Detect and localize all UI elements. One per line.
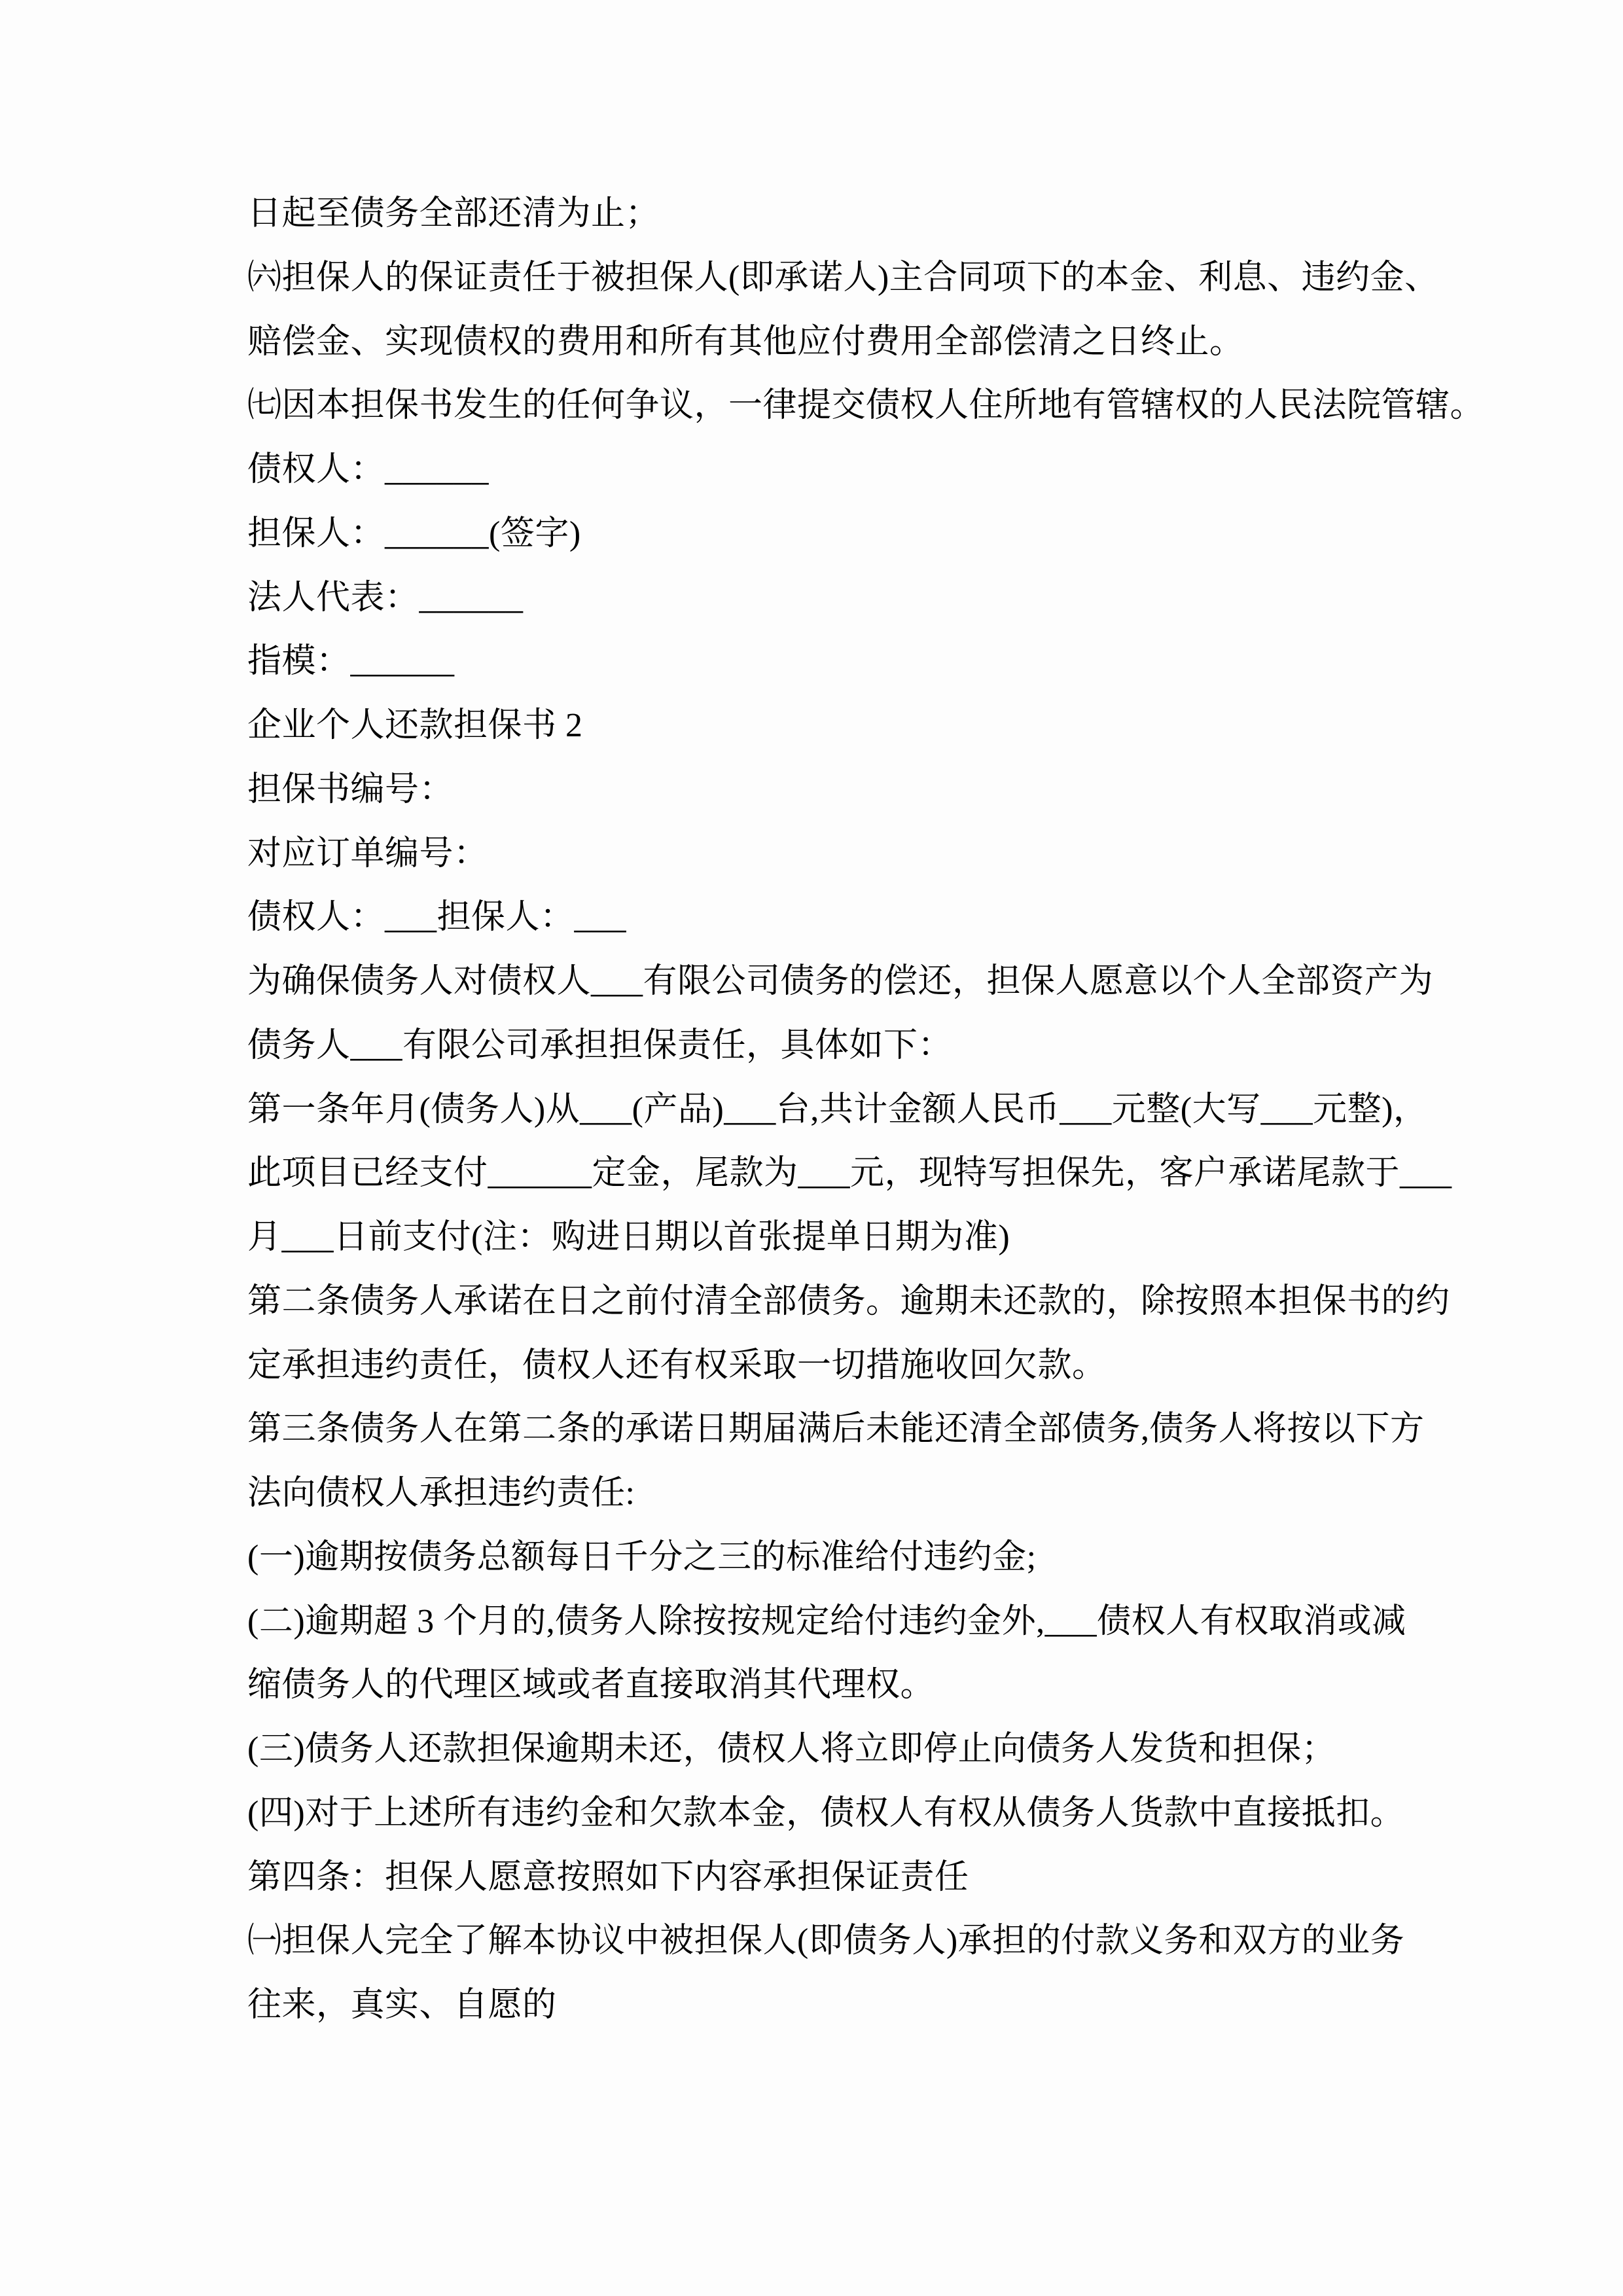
list-item-3-line: (三)债务人还款担保逾期未还，债权人将立即停止向债务人发货和担保； bbox=[247, 1731, 1336, 1768]
text-line: 为确保债务人对债权人___有限公司债务的偿还，担保人愿意以个人全部资产为 bbox=[247, 963, 1434, 1000]
document-text-block bbox=[247, 182, 1485, 2037]
clause-3-line: 第三条债务人在第二条的承诺日期届满后未能还清全部债务,债务人将按以下方 bbox=[247, 1410, 1425, 1448]
clause-4-line: 第四条：担保人愿意按照如下内容承担保证责任 bbox=[247, 1858, 969, 1896]
text-line: ㈠担保人完全了解本协议中被担保人(即债务人)承担的付款义务和双方的业务 bbox=[247, 1922, 1405, 1960]
text-line: ㈥担保人的保证责任于被担保人(即承诺人)主合同项下的本金、利息、违约金、 bbox=[247, 259, 1439, 296]
text-line: 月___日前支付(注：购进日期以首张提单日期为准) bbox=[247, 1219, 1010, 1256]
text-line: 缩债务人的代理区域或者直接取消其代理权。 bbox=[247, 1666, 935, 1704]
fingerprint-line: 指模：______ bbox=[247, 643, 455, 681]
list-item-2-line: (二)逾期超 3 个月的,债务人除按按规定给付违约金外,___债权人有权取消或减 bbox=[247, 1602, 1406, 1640]
section-title: 企业个人还款担保书 2 bbox=[247, 707, 583, 744]
parties-line: 债权人：___担保人：___ bbox=[247, 899, 627, 937]
text-line: 定承担违约责任，债权人还有权采取一切措施收回欠款。 bbox=[247, 1346, 1107, 1384]
text-line: 往来，真实、自愿的 bbox=[247, 1986, 557, 2024]
clause-1-line: 第一条年月(债务人)从___(产品)___台,共计金额人民币___元整(大写___元整)， bbox=[247, 1090, 1428, 1128]
clause-2-line: 第二条债务人承诺在日之前付清全部债务。逾期未还款的，除按照本担保书的约 bbox=[247, 1282, 1450, 1320]
text-line: 赔偿金、实现债权的费用和所有其他应付费用全部偿清之日终止。 bbox=[247, 323, 1244, 361]
order-number-line: 对应订单编号： bbox=[247, 834, 488, 872]
text-line: ㈦因本担保书发生的任何争议，一律提交债权人住所地有管辖权的人民法院管辖。 bbox=[247, 387, 1485, 425]
creditor-signature-line: 债权人：______ bbox=[247, 451, 490, 488]
text-line: 法向债权人承担违约责任: bbox=[247, 1475, 635, 1512]
text-line: 日起至债务全部还清为止； bbox=[247, 195, 660, 232]
list-item-1-line: (一)逾期按债务总额每日千分之三的标准给付违约金; bbox=[247, 1538, 1037, 1576]
guarantee-number-line: 担保书编号： bbox=[247, 770, 454, 808]
text-line: 此项目已经支付______定金，尾款为___元，现特写担保先，客户承诺尾款于___ bbox=[247, 1155, 1452, 1193]
guarantor-signature-line: 担保人：______(签字) bbox=[247, 514, 581, 552]
text-line: 债务人___有限公司承担担保责任，具体如下： bbox=[247, 1026, 953, 1064]
legal-representative-line: 法人代表：______ bbox=[247, 579, 524, 617]
list-item-4-line: (四)对于上述所有违约金和欠款本金，债权人有权从债务人货款中直接抵扣。 bbox=[247, 1794, 1405, 1832]
